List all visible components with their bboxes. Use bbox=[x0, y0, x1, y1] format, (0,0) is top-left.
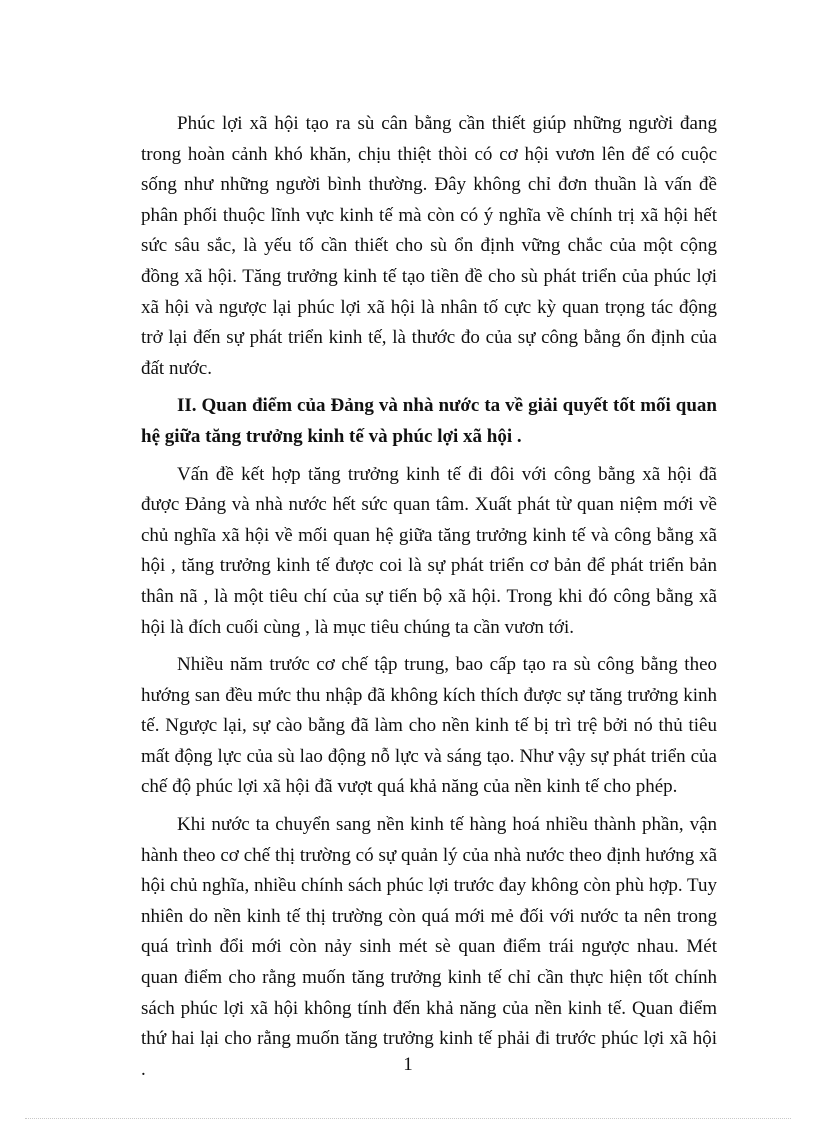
paragraph-growth-equity: Vấn đề kết hợp tăng trưởng kinh tế đi đôi với công bằng xã hội đã được Đảng và nhà nước hết sức quan tâm. Xuất phát từ quan niệm mới về chủ nghĩa xã hội về mối quan hệ giữa tăng trưởng kinh tế và công bằng xã hội , tăng trưởng kinh tế được coi là sự phát triển cơ bản để phát triển bản thân nã , là một tiêu chí của sự tiến bộ xã hội. Trong khi đó công bằng xã hội là đích cuối cùng , là mục tiêu chúng ta cần vươn tới. bbox=[141, 463, 717, 638]
document-body bbox=[141, 109, 717, 1092]
section-heading: II. Quan điểm của Đảng và nhà nước ta về giải quyết tốt mối quan hệ giữa tăng trưởng kinh tế và phúc lợi xã hội . bbox=[141, 395, 717, 447]
paragraph-welfare-balance: Phúc lợi xã hội tạo ra sù cân bằng cần thiết giúp những người đang trong hoàn cảnh khó khăn, chịu thiệt thòi có cơ hội vươn lên để có cuộc sống như những người bình thường. Đây không chỉ đơn thuần là vấn đề phân phối thuộc lĩnh vực kinh tế mà còn có ý nghĩa về chính trị xã hội hết sức sâu sắc, là yếu tố cần thiết cho sù ổn định vững chắc của một cộng đồng xã hội. Tăng trưởng kinh tế tạo tiền đề cho sù phát triển của phúc lợi xã hội và ngược lại phúc lợi xã hội là nhân tố cực kỳ quan trọng tác động trở lại đến sự phát triển kinh tế, là thước đo của sự công bằng ổn định của đất nước. bbox=[141, 113, 717, 379]
paragraph-central-planning: Nhiều năm trước cơ chế tập trung, bao cấp tạo ra sù công bằng theo hướng san đều mức thu nhập đã không kích thích được sự tăng trưởng kinh tế. Ngược lại, sự cào bằng đã làm cho nền kinh tế bị trì trệ bởi nó thủ tiêu mất động lực của sù lao động nỗ lực và sáng tạo. Như vậy sự phát triển của chế độ phúc lợi xã hội đã vượt quá khả năng của nền kinh tế cho phép. bbox=[141, 654, 717, 798]
paragraph-market-economy: Khi nước ta chuyển sang nền kinh tế hàng hoá nhiều thành phần, vận hành theo cơ chế thị trường có sự quản lý của nhà nước theo định hướng xã hội chủ nghĩa, nhiều chính sách phúc lợi trước đay không còn phù hợp. Tuy nhiên do nền kinh tế thị trường còn quá mới mẻ đối với nước ta nên trong quá trình đổi mới còn nảy sinh mét sè quan điểm trái ngược nhau. Mét quan điểm cho rằng muốn tăng trưởng kinh tế chỉ cần thực hiện tốt chính sách phúc lợi xã hội không tính đến khả năng của nền kinh tế. Quan điểm thứ hai lại cho rằng muốn tăng trưởng kinh tế phải đi trước phúc lợi xã hội . bbox=[141, 814, 717, 1080]
page-bottom-divider bbox=[25, 1118, 791, 1119]
page-number: 1 bbox=[403, 1054, 413, 1075]
